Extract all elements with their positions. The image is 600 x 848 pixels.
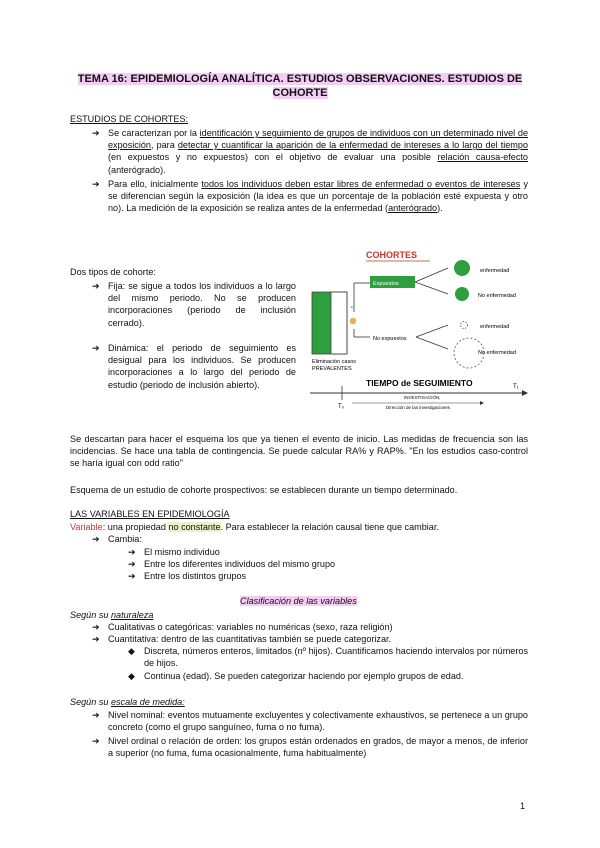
arrow-icon: ➔ [128, 547, 136, 557]
diagram-title: COHORTES [366, 250, 418, 260]
arrow-icon: ➔ [92, 634, 100, 644]
svg-text:•: • [351, 305, 353, 311]
outcome-no-enfermedad-1: No enfermedad [478, 293, 516, 299]
arrow-icon: ➔ [92, 736, 100, 746]
section-heading-variables: LAS VARIABLES EN EPIDEMIOLOGÍA [70, 509, 230, 519]
section-heading-cohortes: ESTUDIOS DE COHORTES: [70, 114, 189, 124]
escala-heading: Según su escala de medida: [70, 697, 185, 707]
variable-definition: Variable: una propiedad no constante. Para establecer la relación causal tiene que cambiar. [70, 522, 439, 532]
clasificacion-heading: Clasificación de las variables [240, 596, 357, 606]
exposed-disease-circle [454, 260, 470, 276]
arrow-icon: ➔ [92, 281, 100, 291]
arrow-icon: ➔ [92, 710, 100, 720]
prevalent-case-dot [350, 318, 356, 324]
paragraph-esquema: Esquema de un estudio de cohorte prospectivos: se establecen durante un tiempo determinado. [70, 485, 458, 495]
prevalentes-label: PREVALENTES [312, 366, 352, 372]
arrow-icon: ➔ [92, 128, 100, 138]
expuestos-label: Expuestos [373, 281, 399, 287]
no-expuestos-label: No expuestos [373, 336, 407, 342]
tiempo-label: TIEMPO de SEGUIMIENTO [366, 378, 473, 388]
investigacion-label: INVESTIGACIÓN, [404, 395, 441, 400]
t1-label: T₁ [513, 384, 519, 390]
arrow-icon: ➔ [92, 179, 100, 189]
arrow-icon: ➔ [128, 559, 136, 569]
arrow-icon: ➔ [92, 343, 100, 353]
arrow-icon: ➔ [92, 534, 100, 544]
naturaleza-heading: Según su naturaleza [70, 610, 154, 620]
population-block [312, 292, 331, 354]
arrow-icon: ➔ [92, 622, 100, 632]
page-number: 1 [520, 801, 526, 811]
arrow-icon: ➔ [128, 571, 136, 581]
cohort-diagram [308, 245, 530, 415]
outcome-no-enfermedad-2: No enfermedad [478, 350, 516, 356]
paragraph-descartan: Se descartan para hacer el esquema los que ya tienen el evento de inicio. Las medidas de frecuencia son las incidencias. Se hace una tabla de contingencia. Se puede calcular RA% y RAP%. "En los estudios caso-control se haría igual con odd ratio" [70, 434, 528, 469]
t0-label: T₀ [338, 404, 345, 410]
exposed-no-disease-circle [455, 287, 469, 301]
cohort-types-intro: Dos tipos de cohorte: [70, 267, 156, 277]
outcome-enfermedad-2: enfermedad [480, 324, 510, 330]
outcome-enfermedad-1: enfermedad [480, 268, 510, 274]
page-title: TEMA 16: EPIDEMIOLOGÍA ANALÍTICA. ESTUDIOS OBSERVACIONES. ESTUDIOS DE COHORTE [77, 73, 523, 99]
unexposed-disease-circle [461, 322, 468, 329]
diamond-icon: ◆ [128, 646, 135, 656]
direccion-label: Dirección de las investigaciones [386, 405, 451, 410]
diamond-icon: ◆ [128, 671, 135, 681]
eliminacion-label: Eliminación casos [312, 359, 357, 365]
